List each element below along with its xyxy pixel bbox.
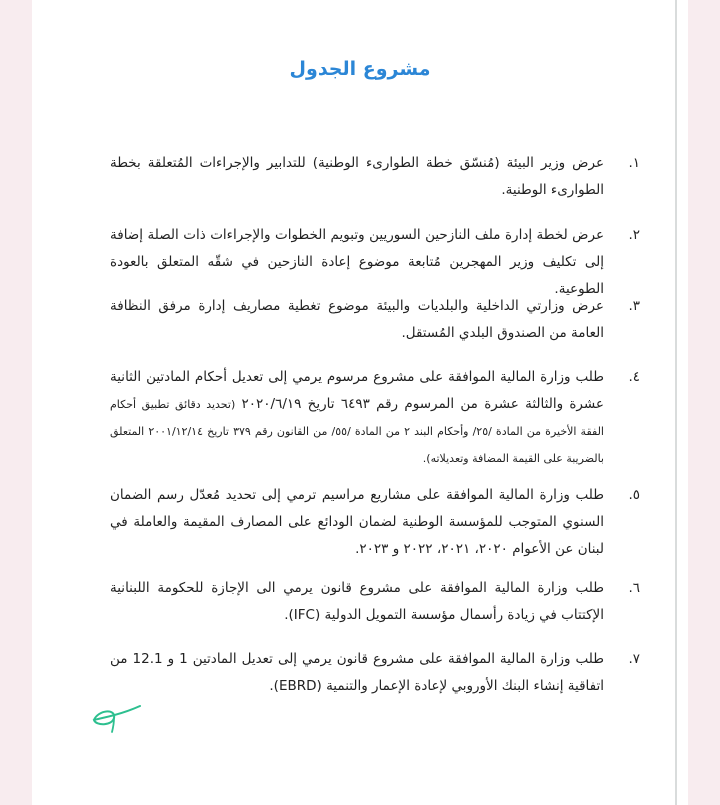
agenda-item-number: ٧. xyxy=(628,651,640,667)
agenda-item-2 xyxy=(110,222,640,303)
agenda-item-5 xyxy=(110,482,640,563)
agenda-item-number: ٢. xyxy=(628,227,640,243)
agenda-item-3 xyxy=(110,293,640,347)
agenda-item-number: ٣. xyxy=(628,298,640,314)
agenda-item-number: ١. xyxy=(628,155,640,171)
agenda-item-text: طلب وزارة المالية الموافقة على مشروع قانون يرمي الى الإجازة للحكومة اللبنانية الإكتتاب في زيادة رأسمال مؤسسة التمويل الدولية (IFC). xyxy=(110,580,604,623)
agenda-item-text: طلب وزارة المالية الموافقة على مشروع قانون يرمي إلى تعديل المادتين 1 و 12.1 من اتفاقية إنشاء البنك الأوروبي لإعادة الإعمار والتنمية (EBRD). xyxy=(110,651,604,694)
agenda-item-number: ٤. xyxy=(628,369,640,385)
agenda-item-number: ٥. xyxy=(628,487,640,503)
document-title: مشروع الجدول xyxy=(289,58,431,80)
agenda-item-text: طلب وزارة المالية الموافقة على مشروع مرسوم يرمي إلى تعديل أحكام المادتين الثانية عشرة والثالثة عشرة من المرسوم رقم ٦٤٩٣ تاريخ ٢٠٢٠/٦/١٩ xyxy=(110,369,604,412)
agenda-item-7 xyxy=(110,646,640,700)
agenda-item-6 xyxy=(110,575,640,629)
agenda-item-1 xyxy=(110,150,640,204)
signature-mark xyxy=(88,700,148,740)
agenda-item-note: (تحديد دقائق تطبيق أحكام الفقة الأخيرة من المادة /٢٥/ وأحكام البند ٢ من المادة /٥٥/ من القانون رقم ٣٧٩ تاريخ ٢٠٠١/١٢/١٤ المتعلق بالضريبة على القيمة المضافة وتعديلاته). xyxy=(110,398,604,465)
agenda-item-text: عرض لخطة إدارة ملف النازحين السوريين وتبويم الخطوات والإجراءات ذات الصلة إضافة إلى تكليف وزير المهجرين مُتابعة موضوع إعادة النازحين في شقّه المتعلق بالعودة الطوعية. xyxy=(110,227,604,297)
agenda-item-text: عرض وزير البيئة (مُنسّق خطة الطوارىء الوطنية) للتدابير والإجراءات المُتعلقة بخطة الطوارىء الوطنية. xyxy=(110,155,604,198)
agenda-item-4 xyxy=(110,364,640,472)
agenda-item-text: عرض وزارتي الداخلية والبلديات والبيئة موضوع تغطية مصاريف إدارة مرفق النظافة العامة من الصندوق البلدي المُستقل. xyxy=(110,298,604,341)
agenda-item-number: ٦. xyxy=(628,580,640,596)
page-edge-line xyxy=(675,0,677,805)
agenda-item-text: طلب وزارة المالية الموافقة على مشاريع مراسيم ترمي إلى تحديد مُعدّل رسم الضمان السنوي المتوجب للمؤسسة الوطنية لضمان الودائع على المصارف المقيمة والعاملة في لبنان عن الأعوام ٢٠٢٠، ٢٠٢١، ٢٠٢٢ و ٢٠٢٣. xyxy=(110,487,604,557)
